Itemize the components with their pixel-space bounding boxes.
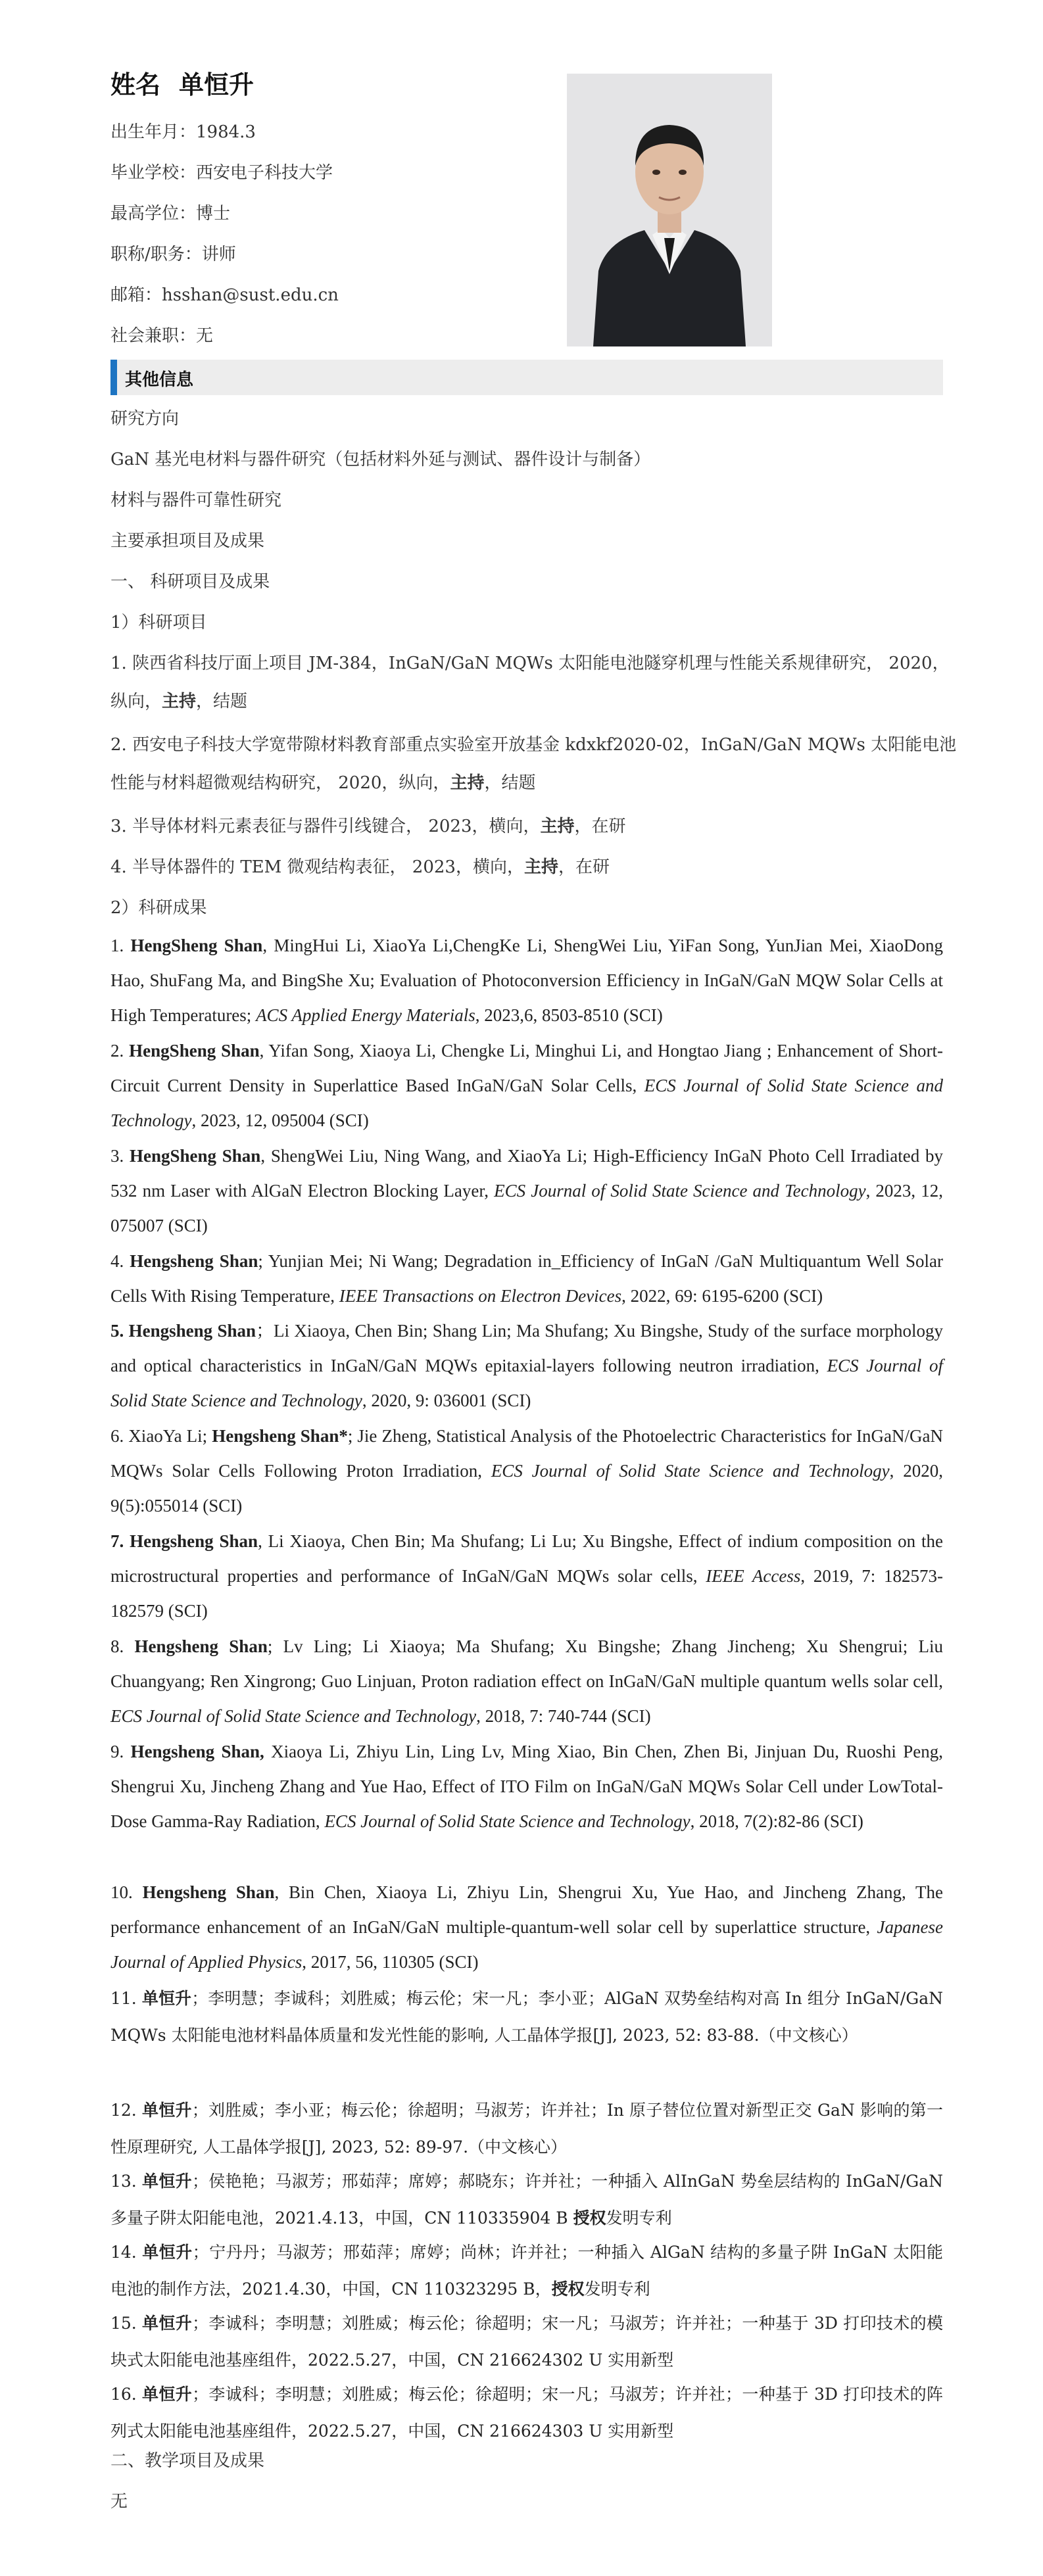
- graduate-school: 毕业学校：西安电子科技大学: [110, 163, 333, 183]
- projects-heading: 主要承担项目及成果: [110, 531, 265, 551]
- results-heading: 2）科研成果: [110, 898, 207, 918]
- patent-item-16: 16. 单恒升；李诚科；李明慧；刘胜威；梅云伦；徐超明；宋一凡；马淑芳；许并社；一种基于 3D 打印技术的阵列式太阳能电池基座组件，2022.5.27，中国，CN 216624303 U 实用新型: [110, 2385, 943, 2441]
- project-item-2-line-2: 性能与材料超微观结构研究， 2020，纵向，主持，结题: [110, 773, 536, 793]
- publication-item-4: 4. Hengsheng Shan; Yunjian Mei; Ni Wang; Degradation in_Efficiency of InGaN /GaN Multiquantum Well Solar Cells With Rising Temperature, IEEE Transactions on Electron Devices, 2022, 69: 6195-6200 (SCI): [110, 1251, 943, 1306]
- publication-item-11: 11. 单恒升；李明慧；李诚科；刘胜威；梅云伦；宋一凡；李小亚；AlGaN 双势垒结构对高 In 组分 InGaN/GaN MQWs 太阳能电池材料晶体质量和发光性能的影响, 人工晶体学报[J], 2023, 52: 83-88.（中文核心）: [110, 1989, 943, 2045]
- project-item-1-line-2: 纵向，主持，结题: [110, 692, 248, 711]
- research-item-2: 材料与器件可靠性研究: [110, 490, 282, 510]
- section-title: 其他信息: [125, 370, 194, 390]
- person-name: 单恒升: [179, 70, 255, 99]
- portrait-image: [567, 74, 772, 346]
- teaching-value: 无: [110, 2492, 128, 2512]
- subsection-1a: 1）科研项目: [110, 613, 207, 632]
- section-header-other-info: [110, 360, 943, 395]
- highest-degree: 最高学位：博士: [110, 204, 231, 224]
- publication-item-9: 9. Hengsheng Shan, Xiaoya Li, Zhiyu Lin, Ling Lv, Ming Xiao, Bin Chen, Zhen Bi, Jinjuan Du, Ruoshi Peng, Shengrui Xu, Jincheng Zhang and Yue Hao, Effect of ITO Film on InGaN/GaN MQWs Solar Cell under LowTotal-Dose Gamma-Ray Radiation, ECS Journal of Solid State Science and Technology, 2018, 7(2):82-86 (SCI): [110, 1742, 943, 1831]
- name-label: 姓名: [110, 70, 161, 99]
- publication-item-5: 5. Hengsheng Shan；Li Xiaoya, Chen Bin; Shang Lin; Ma Shufang; Xu Bingshe, Study of the surface morphology and optical characteristics in InGaN/GaN MQWs epitaxial-layers following neutron irradiation, ECS Journal of Solid State Science and Technology, 2020, 9: 036001 (SCI): [110, 1321, 943, 1410]
- patent-item-13: 13. 单恒升；侯艳艳；马淑芳；邢茹萍；席婷；郝晓东；许并社；一种插入 AlInGaN 势垒层结构的 InGaN/GaN 多量子阱太阳能电池，2021.4.13，中国，CN 110335904 B 授权发明专利: [110, 2172, 943, 2228]
- project-item-4: 4. 半导体器件的 TEM 微观结构表征， 2023，横向，主持，在研: [110, 857, 610, 877]
- patent-item-15: 15. 单恒升；李诚科；李明慧；刘胜威；梅云伦；徐超明；宋一凡；马淑芳；许并社；一种基于 3D 打印技术的模块式太阳能电池基座组件，2022.5.27，中国，CN 216624302 U 实用新型: [110, 2314, 943, 2370]
- subsection-research-projects: 一、 科研项目及成果: [110, 572, 270, 592]
- publication-item-3: 3. HengSheng Shan, ShengWei Liu, Ning Wang, and XiaoYa Li; High-Efficiency InGaN Photo Cell Irradiated by 532 nm Laser with AlGaN Electron Blocking Layer, ECS Journal of Solid State Science and Technology, 2023, 12, 075007 (SCI): [110, 1146, 943, 1235]
- publication-item-7: 7. Hengsheng Shan, Li Xiaoya, Chen Bin; Ma Shufang; Li Lu; Xu Bingshe, Effect of indium composition on the microstructural properties and performance of InGaN/GaN MQWs solar cells, IEEE Access, 2019, 7: 182573-182579 (SCI): [110, 1531, 944, 1621]
- publication-item-2: 2. HengSheng Shan, Yifan Song, Xiaoya Li, Chengke Li, Minghui Li, and Hongtao Jiang ; Enhancement of Short-Circuit Current Density in Superlattice Based InGaN/GaN Solar Cells, ECS Journal of Solid State Science and Technology, 2023, 12, 095004 (SCI): [110, 1041, 943, 1130]
- project-item-1-line-1: 1. 陕西省科技厅面上项目 JM-384，InGaN/GaN MQWs 太阳能电池隧穿机理与性能关系规律研究， 2020，: [110, 654, 950, 673]
- teaching-heading: 二、教学项目及成果: [110, 2451, 265, 2471]
- job-title: 职称/职务：讲师: [110, 245, 236, 264]
- research-direction-heading: 研究方向: [110, 409, 180, 429]
- publication-item-10: 10. Hengsheng Shan, Bin Chen, Xiaoya Li, Zhiyu Lin, Shengrui Xu, Yue Hao, and Jincheng Zhang, The performance enhancement of an InGaN/GaN multiple-quantum-well solar cell by superlattice structure, Japanese Journal of Applied Physics, 2017, 56, 110305 (SCI): [110, 1882, 944, 1972]
- project-item-3: 3. 半导体材料元素表征与器件引线键合， 2023，横向，主持，在研: [110, 817, 626, 836]
- social-positions: 社会兼职：无: [110, 326, 214, 346]
- research-item-1: GaN 基光电材料与器件研究（包括材料外延与测试、器件设计与制备）: [110, 450, 651, 469]
- publication-item-12: 12. 单恒升；刘胜威；李小亚；梅云伦；徐超明；马淑芳；许并社；In 原子替位位置对新型正交 GaN 影响的第一性原理研究, 人工晶体学报[J], 2023, 52: 89-97.（中文核心）: [110, 2101, 943, 2157]
- birth-date: 出生年月：1984.3: [110, 122, 256, 142]
- project-item-2-line-1: 2. 西安电子科技大学宽带隙材料教育部重点实验室开放基金 kdxkf2020-02，InGaN/GaN MQWs 太阳能电池: [110, 735, 957, 755]
- page-title: [110, 64, 254, 101]
- email: 邮箱：hsshan@sust.edu.cn: [110, 285, 339, 305]
- publication-item-1: 1. HengSheng Shan, MingHui Li, XiaoYa Li,ChengKe Li, ShengWei Liu, YiFan Song, YunJian Mei, XiaoDong Hao, ShuFang Ma, and BingShe Xu; Evaluation of Photoconversion Efficiency in InGaN/GaN MQW Solar Cells at High Temperatures; ACS Applied Energy Materials, 2023,6, 8503-8510 (SCI): [110, 936, 943, 1025]
- patent-item-14: 14. 单恒升；宁丹丹；马淑芳；邢茹萍；席婷；尚林；许并社；一种插入 AlGaN 结构的多量子阱 InGaN 太阳能电池的制作方法，2021.4.30，中国，CN 110323295 B，授权发明专利: [110, 2243, 943, 2299]
- publication-item-8: 8. Hengsheng Shan; Lv Ling; Li Xiaoya; Ma Shufang; Xu Bingshe; Zhang Jincheng; Xu Shengrui; Liu Chuangyang; Ren Xingrong; Guo Linjuan, Proton radiation effect on InGaN/GaN multiple quantum wells solar cell, ECS Journal of Solid State Science and Technology, 2018, 7: 740-744 (SCI): [110, 1636, 944, 1726]
- profile-photo: [567, 74, 772, 346]
- publication-item-6: 6. XiaoYa Li; Hengsheng Shan*; Jie Zheng, Statistical Analysis of the Photoelectric Characteristics for InGaN/GaN MQWs Solar Cells Following Proton Irradiation, ECS Journal of Solid State Science and Technology, 2020, 9(5):055014 (SCI): [110, 1426, 944, 1515]
